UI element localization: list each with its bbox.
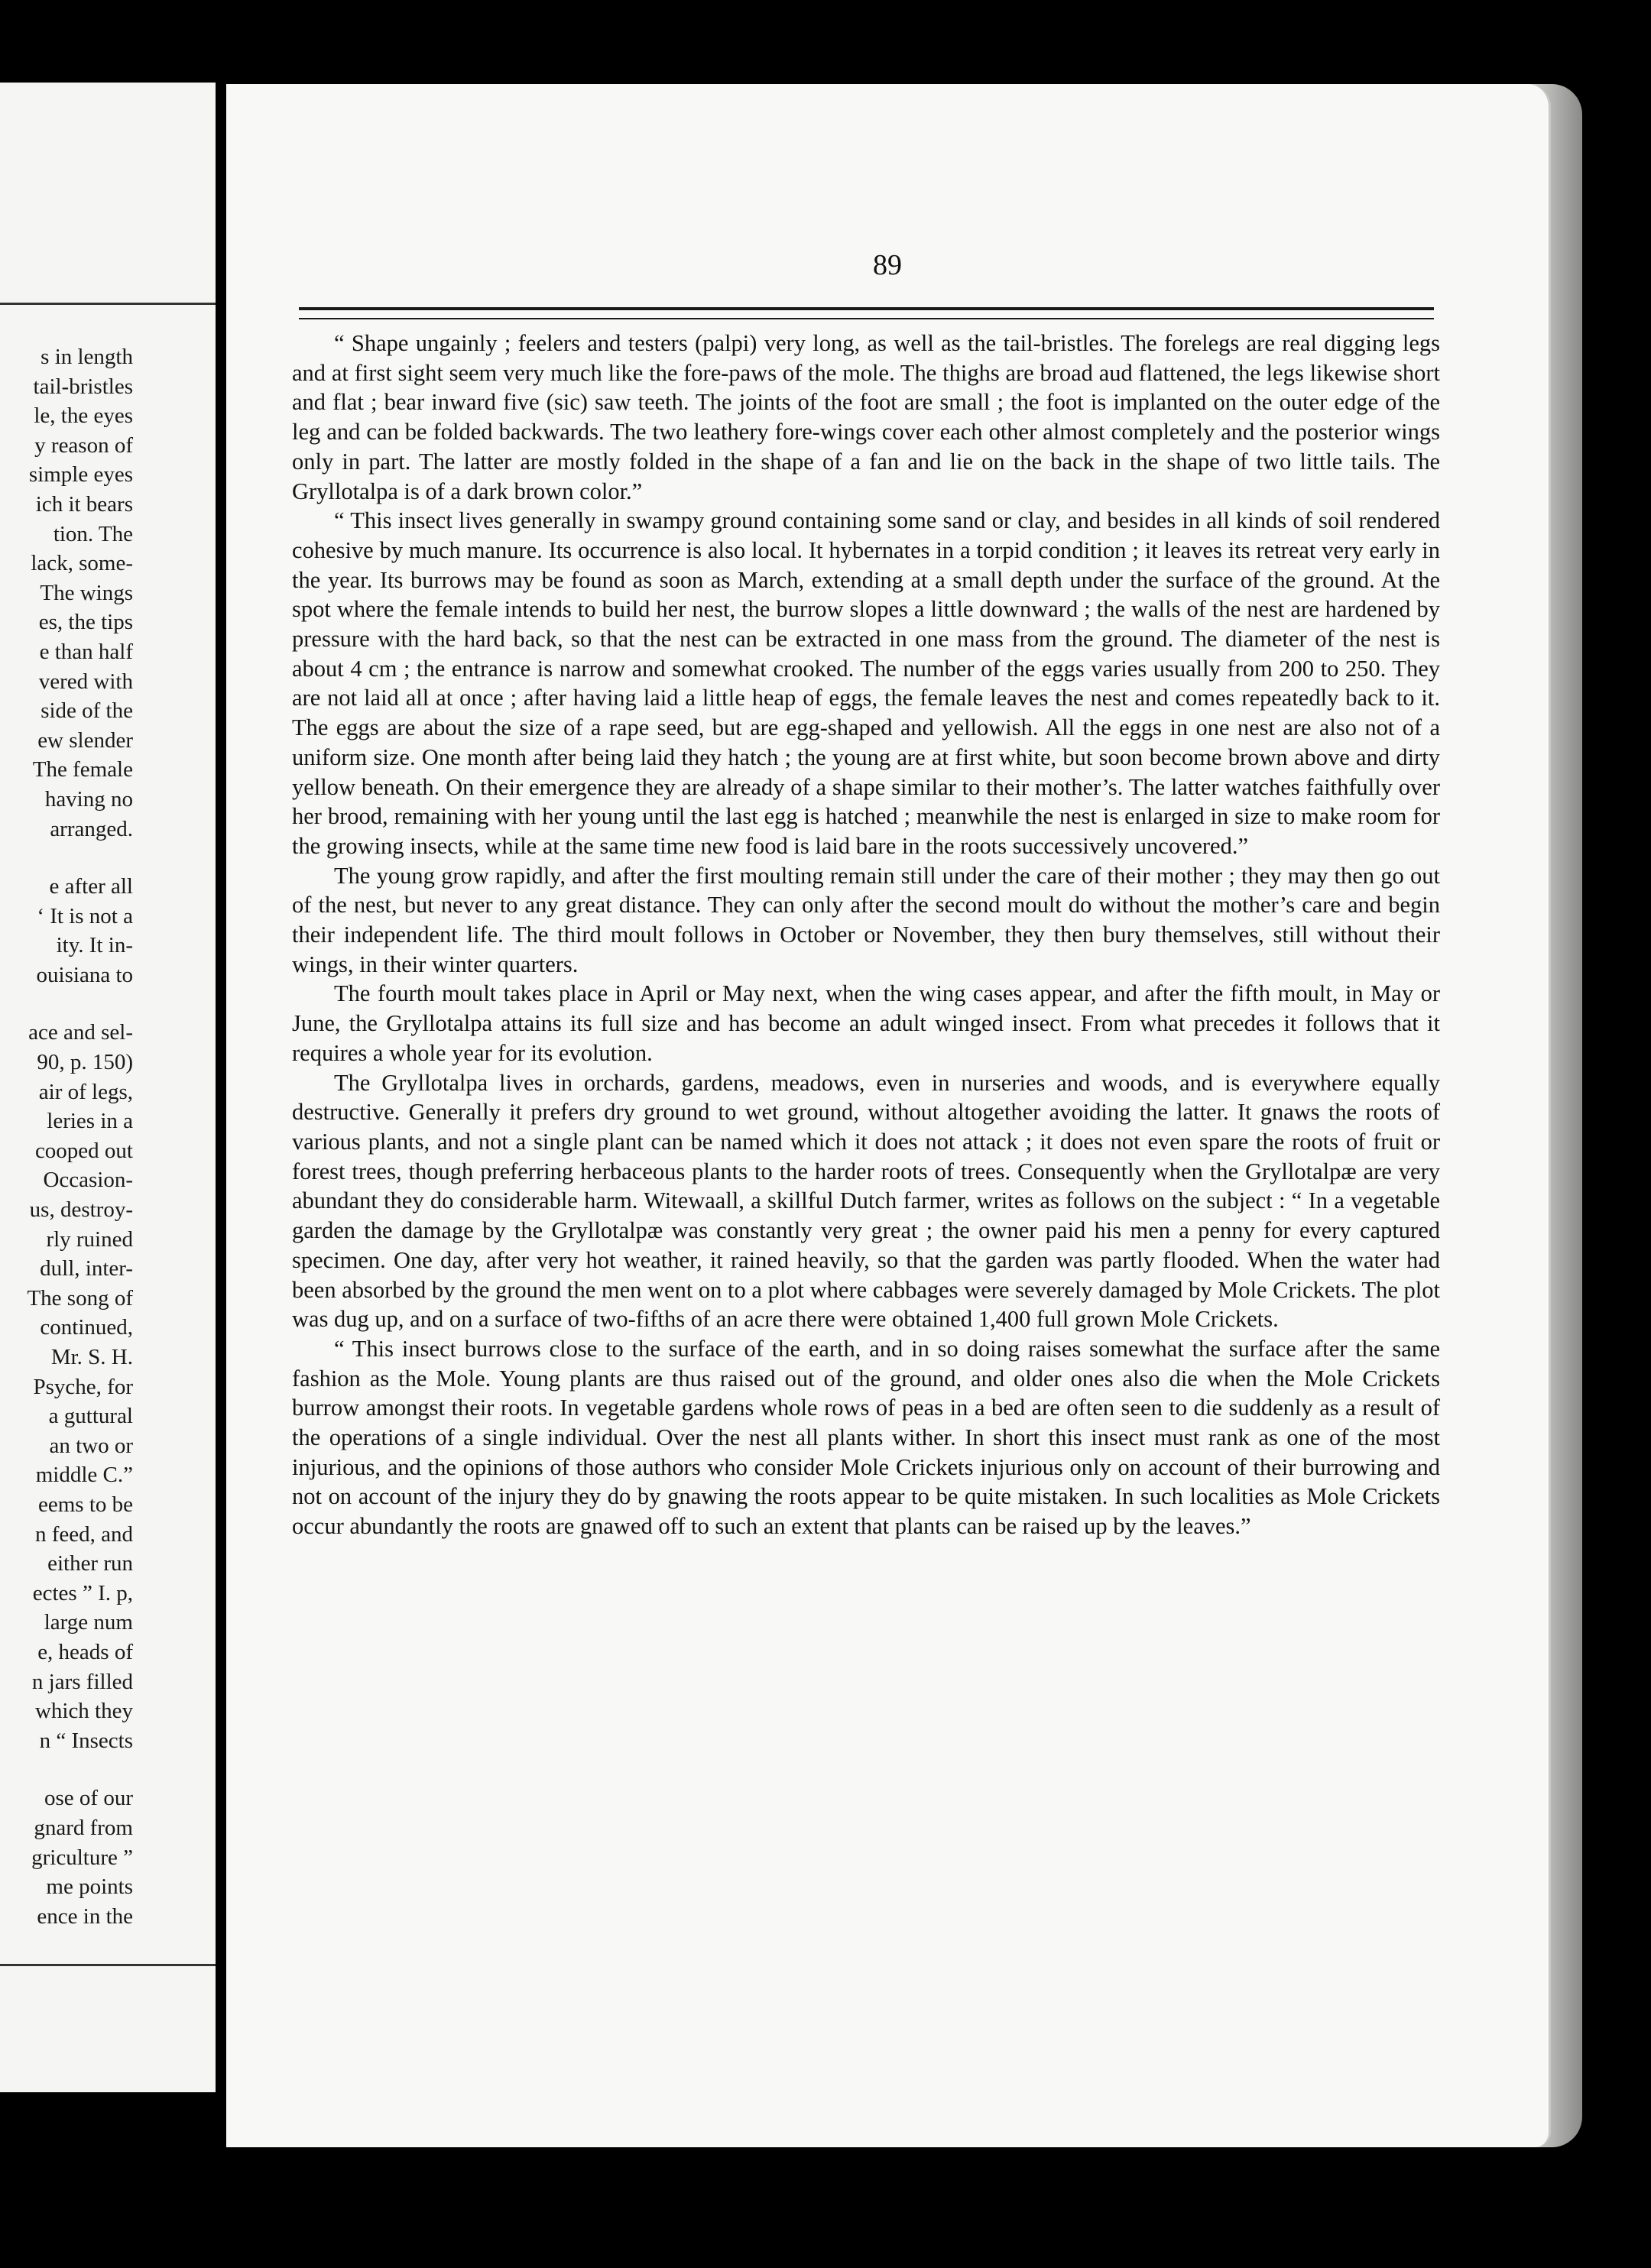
left-page-fragment [0,83,216,2092]
left-page-line: rly ruined [46,1226,133,1252]
left-page-line: y reason of [34,433,133,458]
left-page-line: which they [34,1699,133,1724]
left-page-line: air of legs, [38,1079,133,1104]
left-page-line: dull, inter- [40,1256,133,1281]
left-page-line: le, the eyes [34,403,133,429]
left-page-line: e than half [39,639,133,664]
left-page-line: ence in the [37,1904,133,1929]
left-page-line: either run [47,1551,133,1576]
left-page-line: s in length [41,345,133,369]
left-page-line: leries in a [47,1109,133,1134]
left-page-line: e after all [49,874,133,899]
left-page-line: an two or [49,1433,133,1458]
left-page-line: eems to be [37,1492,133,1517]
left-page-line: me points [46,1874,133,1900]
left-page-line: tion. The [53,521,133,546]
left-page-line: simple eyes [28,462,133,488]
left-page-line: arranged. [50,816,133,841]
left-page-line: ich it bears [35,491,133,517]
right-page [226,84,1551,2147]
paragraph: “ This insect lives generally in swampy ground containing some sand or clay, and besides in all kinds of soil rendered cohesive by much manure. Its occurrence is also local. It hybernates in a torpid condition ; it leaves its retreat very early in the year. Its burrows may be found as soon as March, extending at a small depth under the surface of the ground. At the spot where the female intends to build her nest, the burrow slopes a little downward ; the walls of the nest are hardened by pressure with the hard back, so that the nest can be extracted in one mass from the ground. The diameter of the nest is about 4 cm ; the entrance is narrow and somewhat crooked. The number of the eggs varies usually from 200 to 250. They are not laid all at once ; after having laid a little heap of eggs, the female leaves the nest and comes repeatedly back to it. The eggs are about the size of a rape seed, but are egg-shaped and yellowish. All the eggs in one nest are also not of a uniform size. One month after being laid they hatch ; the young are at first white, but soon become brown above and dirty yellow beneath. On their emergence they are already of a shape similar to their mother’s. The latter watches faithfully over her brood, remaining with her young until the last egg is hatched ; meanwhile the nest is enlarged in size to make room for the growing insects, while at the same time new food is laid bare in the roots successively uncovered.” [292,507,1440,859]
left-page-line: ew slender [37,727,133,753]
left-page-line: large num [44,1610,133,1635]
left-page-line: The female [32,757,133,782]
paragraph: The Gryllotalpa lives in orchards, gardens, meadows, even in nurseries and woods, and is everywhere equally destructive. Generally it prefers dry ground to wet ground, without altogether avoiding the latter. It gnaws the roots of various plants, and not a single plant can be named which it does not attack ; it does not even spare the roots of fruit or forest trees, though preferring herbaceous plants to the harder roots of trees. Consequently when the Gryllotalpæ are very abundant they do considerable harm. Witewaall, a skillful Dutch farmer, writes as follows on the subject : “ In a vegetable garden the damage by the Gryllotalpæ was constantly very great ; the owner paid his men a penny for every captured specimen. One day, after very hot weather, it rained heavily, so that the garden was partly flooded. When the water had been absorbed by the ground the men went on to a plot where cabbages were severely damaged by Mole Crickets. The plot was dug up, and on a surface of two-fifths of an acre there were obtained 1,400 full grown Mole Crickets. [292,1069,1440,1333]
left-page-line: vered with [38,669,133,694]
left-page-text [0,342,216,1931]
left-page-line: griculture ” [31,1845,133,1870]
left-page-line: n feed, and [34,1521,133,1547]
paragraph: “ This insect burrows close to the surface of the earth, and in so doing raises somewhat the surface after the same fashion as the Mole. Young plants are thus raised out of the ground, and older ones also die when the Mole Crickets burrow amongst their roots. In vegetable gardens whole rows of peas in a bed are often seen to die suddenly as a result of the operations of a single individual. Over the nest all plants wither. In short this insect must rank as one of the most injurious, and the opinions of those authors who consider Mole Crickets injurious only on account of their burrowing and not on account of the injury they do by gnawing the roots appear to be quite mistaken. In such localities as Mole Crickets occur abundantly the roots are gnawed off to such an extent that plants can be raised up by the leaves.” [292,1335,1440,1540]
left-page-line: The wings [40,580,133,605]
left-page-line: lack, some- [31,551,133,576]
left-page-line: ace and sel- [28,1020,133,1045]
page-number: 89 [873,249,902,281]
paragraph: “ Shape ungainly ; feelers and testers (palpi) very long, as well as the tail-bristles. The forelegs are real digging legs and at first sight seem very much like the fore-paws of the mole. The thighs are broad aud flattened, the legs likewise short and flat ; bear inward five (sic) saw teeth. The joints of the foot are small ; the foot is implanted on the outer edge of the leg and can be folded backwards. The two leathery fore-wings cover each other almost completely and the posterior wings only in part. The latter are mostly folded in the shape of a fan and lie on the back in the shape of two little tails. The Gryllotalpa is of a dark brown color.” [292,330,1440,504]
left-page-line: continued, [40,1315,133,1340]
left-page-line: 90, p. 150) [37,1050,133,1075]
left-page-line: ‘ It is not a [37,903,133,928]
left-page-line: tail-bristles [33,374,133,399]
left-page-line: n jars filled [31,1669,133,1694]
left-page-line: Mr. S. H. [50,1345,133,1369]
left-page-line: gnard from [34,1815,133,1840]
left-page-line: middle C.” [35,1463,133,1488]
body-text [292,329,1440,1541]
paragraph: The fourth moult takes place in April or May next, when the wing cases appear, and after the fifth moult, in May or June, the Gryllotalpa attains its full size and has become an adult winged insect. From what precedes it follows that it requires a whole year for its evolution. [292,980,1440,1066]
left-page-line: n “ Insects [39,1728,133,1753]
left-page-line: us, destroy- [29,1197,133,1223]
left-page-line: having no [44,786,133,812]
left-page-line: The song of [27,1285,133,1311]
left-page-line: ectes ” I. p, [32,1580,133,1605]
left-page-line: ouisiana to [36,962,133,987]
header-double-rule [299,307,1434,319]
left-page-line: a guttural [48,1404,133,1429]
left-page-line: Occasion- [43,1168,133,1193]
left-page-line: cooped out [34,1138,133,1163]
left-page-top-rule [0,303,216,305]
left-page-line: side of the [41,698,133,724]
left-page-line: ity. It in- [56,933,133,958]
paragraph: The young grow rapidly, and after the first moulting remain still under the care of their mother ; they may then go out of the nest, but never to any great distance. They can only after the second moult do without the mother’s care and begin their independent life. The third moult follows in October or November, they then bury themselves, still without their wings, in their winter quarters. [292,862,1440,977]
left-page-line: es, the tips [38,610,133,635]
left-page-line: e, heads of [37,1639,133,1664]
left-page-bottom-rule [0,1964,216,1966]
left-page-line: ose of our [44,1786,133,1811]
left-page-line: Psyche, for [33,1374,133,1399]
